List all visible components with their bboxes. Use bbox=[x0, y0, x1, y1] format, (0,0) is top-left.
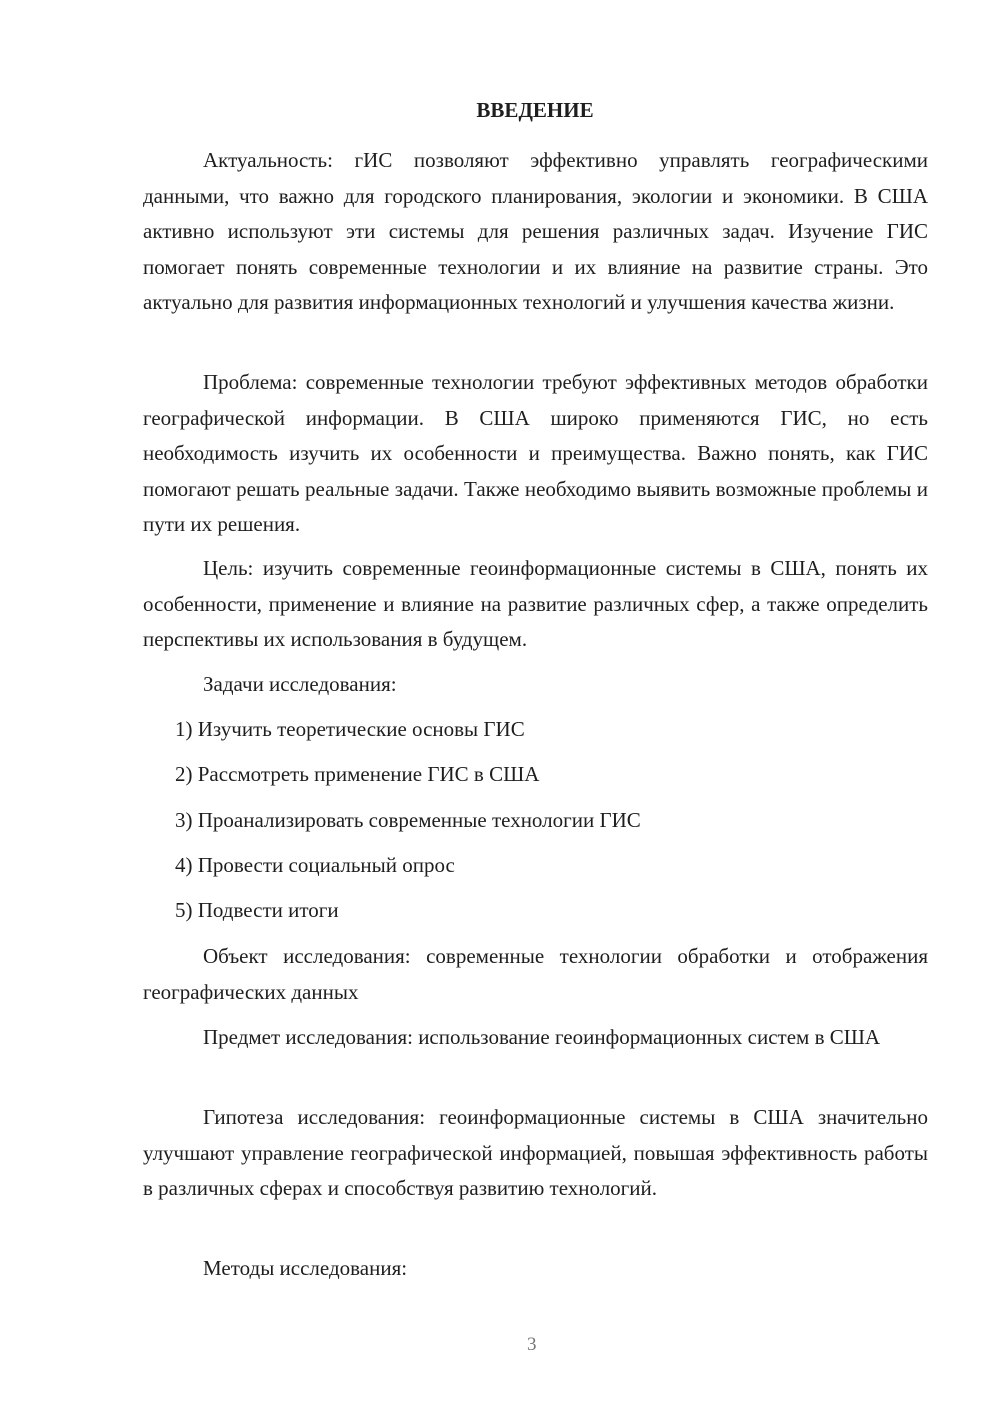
paragraph-object: Объект исследования: современные технологии обработки и отображения географических данных bbox=[143, 944, 928, 1004]
methods-heading: Методы исследования: bbox=[203, 1256, 408, 1280]
paragraph-goal: Цель: изучить современные геоинформационные системы в США, понять их особенности, применение и влияние на развитие различных сфер, а также определить перспективы их использования в будущем. bbox=[143, 556, 928, 651]
paragraph-subject: Предмет исследования: использование геоинформационных систем в США bbox=[203, 1025, 881, 1049]
section-title: ВВЕДЕНИЕ bbox=[476, 98, 594, 122]
paragraph-relevance: Актуальность: гИС позволяют эффективно управлять географическими данными, что важно для городского планирования, экологии и экономики. В США активно используют эти системы для решения различных задач. Изучение ГИС помогает понять современные технологии и их влияние на развитие страны. Это актуально для развития информационных технологий и улучшения качества жизни. bbox=[143, 148, 928, 314]
task-item-3: 3) Проанализировать современные технологии ГИС bbox=[175, 808, 641, 832]
paragraph-problem: Проблема: современные технологии требуют эффективных методов обработки географической информации. В США широко применяются ГИС, но есть необходимость изучить их особенности и преимущества. Важно понять, как ГИС помогают решать реальные задачи. Также необходимо выявить возможные проблемы и пути их решения. bbox=[143, 370, 928, 536]
task-item-5: 5) Подвести итоги bbox=[175, 898, 339, 922]
tasks-heading: Задачи исследования: bbox=[203, 672, 397, 696]
task-item-1: 1) Изучить теоретические основы ГИС bbox=[175, 717, 525, 741]
task-item-2: 2) Рассмотреть применение ГИС в США bbox=[175, 762, 540, 786]
task-item-4: 4) Провести социальный опрос bbox=[175, 853, 455, 877]
paragraph-hypothesis: Гипотеза исследования: геоинформационные системы в США значительно улучшают управление географической информацией, повышая эффективность работы в различных сферах и способствуя развитию технологий. bbox=[143, 1105, 928, 1200]
page-number: 3 bbox=[527, 1334, 537, 1355]
